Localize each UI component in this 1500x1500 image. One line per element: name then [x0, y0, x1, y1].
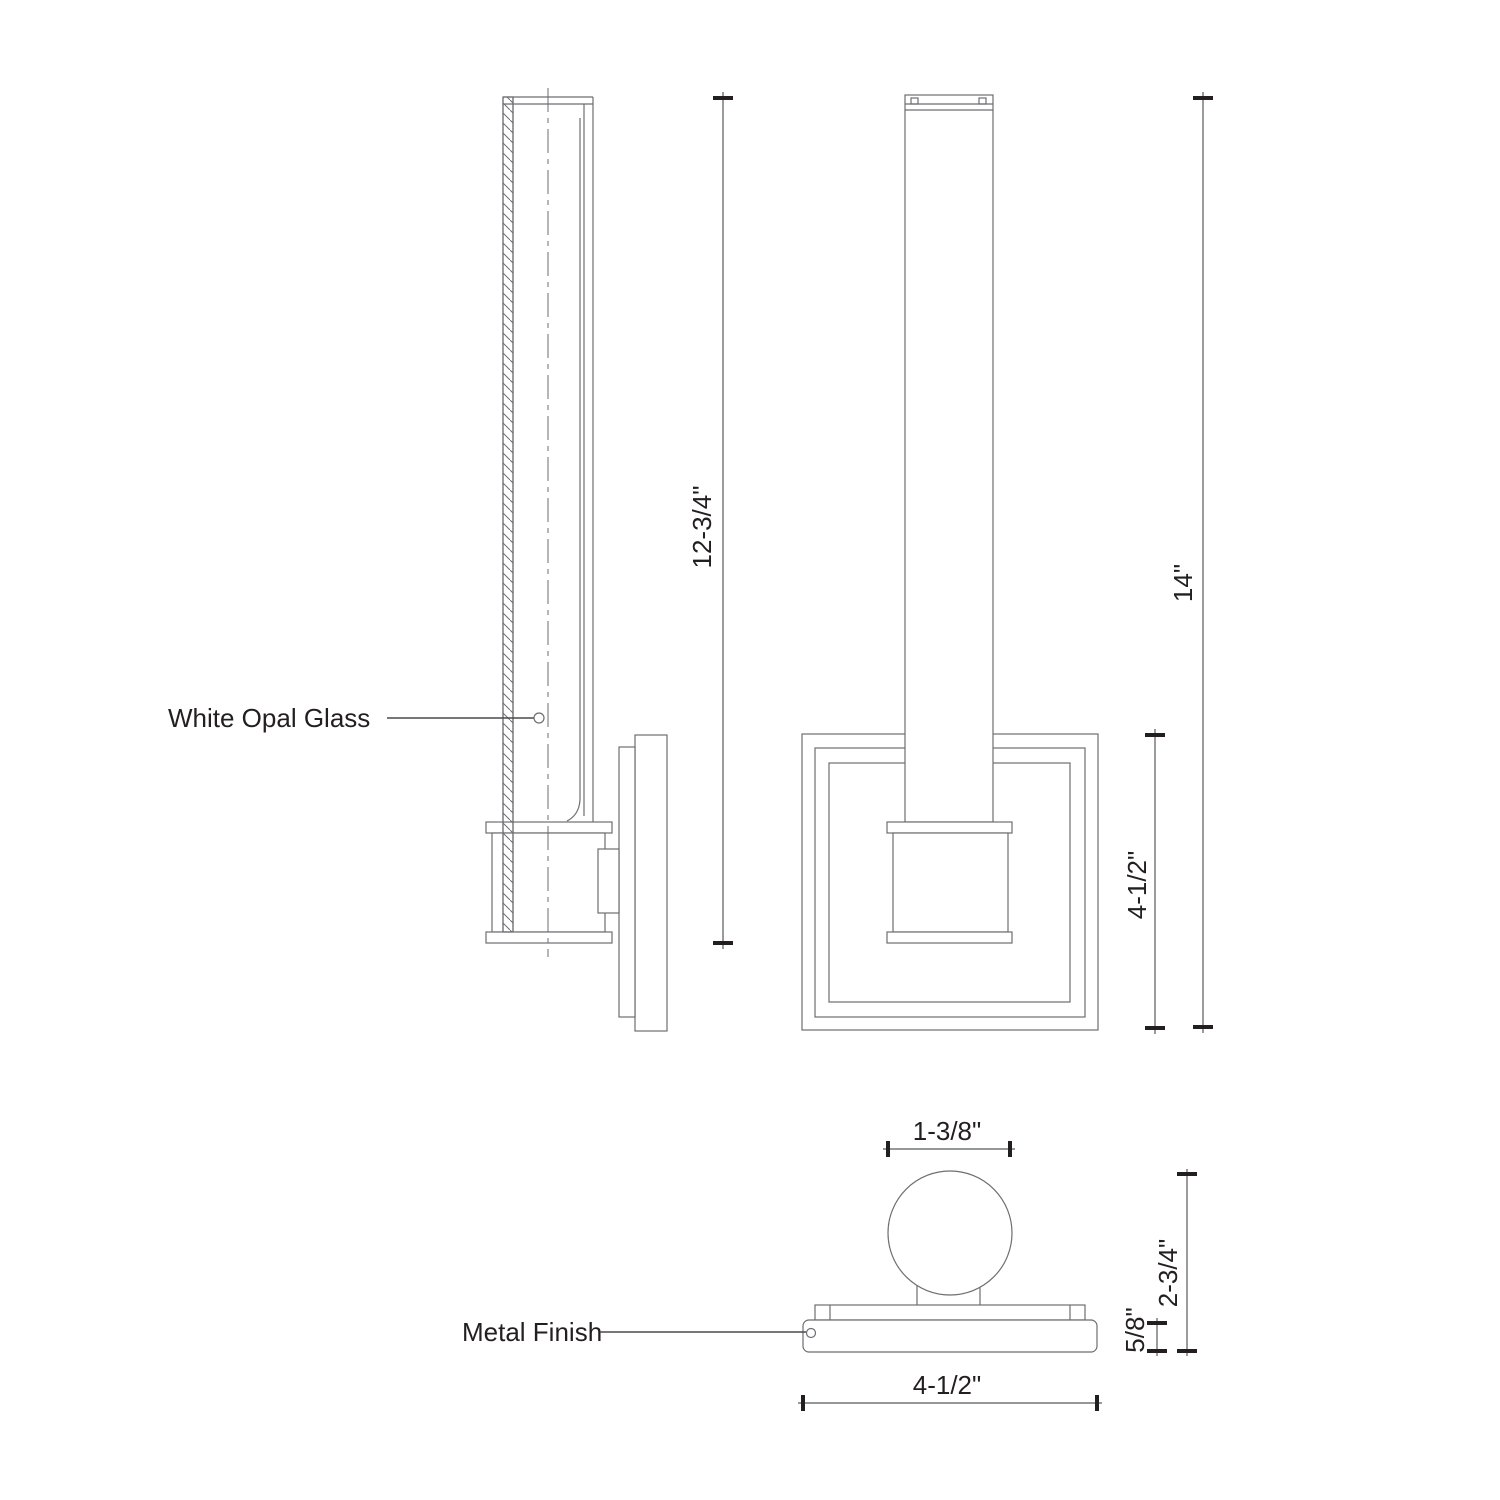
- white-opal-glass-marker: [534, 713, 544, 723]
- dim-text-glass-diameter: 1-3/8": [912, 1116, 982, 1146]
- metal-finish-text: Metal Finish: [462, 1317, 603, 1347]
- front-view: [802, 95, 1098, 1030]
- dimension-plate-thickness: [1120, 1307, 1167, 1356]
- front-holder-bottom-bar: [887, 932, 1012, 943]
- white-opal-glass-text: White Opal Glass: [168, 703, 371, 733]
- side-canopy-box: [598, 849, 619, 913]
- dimension-backplate-height: [1122, 729, 1165, 1034]
- plan-screw: [807, 1329, 816, 1338]
- dim-text-plate-thickness: 5/8": [1120, 1307, 1150, 1353]
- plan-base-plate: [803, 1320, 1097, 1352]
- dimension-glass-height: [687, 92, 733, 949]
- dimension-backplate-width: [798, 1370, 1102, 1411]
- side-backplate-inner: [619, 747, 635, 1017]
- glass-hatch-strip: [503, 97, 513, 932]
- glass-inner-arc: [567, 800, 580, 821]
- label-white-opal-glass: [168, 703, 544, 733]
- dim-text-overall-depth: 2-3/4": [1153, 1238, 1183, 1308]
- dimension-overall-depth: [1153, 1169, 1197, 1356]
- plan-glass-circle: [888, 1171, 1012, 1295]
- label-metal-finish: [462, 1317, 806, 1347]
- side-backplate-outer: [635, 735, 667, 1031]
- plan-view: [803, 1171, 1097, 1352]
- side-holder-bottom-bar: [486, 932, 612, 943]
- front-holder-top-bar: [887, 822, 1012, 833]
- plan-upper-bar: [815, 1305, 1085, 1320]
- dimension-overall-height: [1168, 92, 1213, 1033]
- dim-text-backplate-width: 4-1/2": [912, 1370, 982, 1400]
- dim-text-backplate-height: 4-1/2": [1122, 850, 1152, 920]
- dimension-glass-diameter: [883, 1116, 1015, 1157]
- dim-text-glass-height: 12-3/4": [687, 485, 717, 569]
- front-holder-body: [893, 833, 1008, 932]
- side-view: [486, 88, 667, 1031]
- front-tube: [905, 95, 993, 822]
- dim-text-overall-height: 14": [1168, 563, 1198, 603]
